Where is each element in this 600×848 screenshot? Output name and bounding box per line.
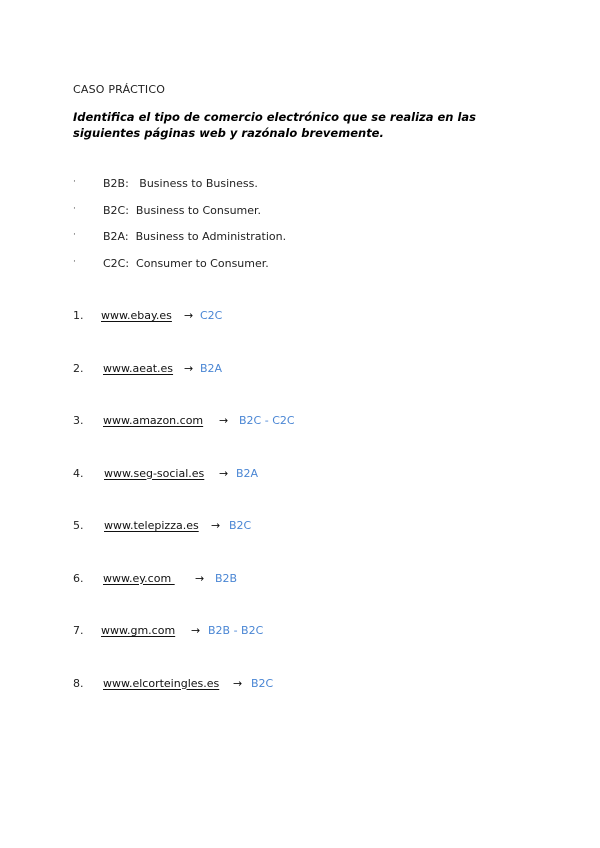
arrow-icon: → [191,624,201,637]
answer-item [73,467,533,520]
answer-number: 8. [73,676,84,690]
answer-url-link[interactable]: www.elcorteingles.es [103,676,220,690]
answer-type: B2B [215,571,238,585]
definitions-list [73,177,493,283]
arrow-icon: → [233,676,243,690]
bullet-icon: · [73,177,76,187]
case-title: CASO PRÁCTICO [73,83,166,96]
definition-item [73,230,493,257]
answer-url-link[interactable]: www.amazon.com [103,414,204,427]
answer-number: 4. [73,466,84,480]
definition-text: B2B: Business to Business. [103,177,258,190]
definition-item [73,257,493,284]
bullet-icon: · [73,230,76,240]
answer-number: 3. [73,414,84,427]
answer-type: B2A [236,466,259,480]
answer-item [73,677,533,730]
bullet-icon: · [73,256,76,267]
answer-number: 2. [73,361,84,375]
arrow-icon: → [184,361,194,375]
answer-item [73,309,533,362]
answer-item [73,624,533,677]
answer-item [73,414,533,467]
answer-item [73,362,533,415]
answer-type: B2B - B2C [208,624,264,637]
answer-type: B2C [229,519,252,532]
arrow-icon: → [195,571,205,585]
bullet-icon: · [73,203,76,214]
answers-list [73,309,533,729]
answer-type: C2C [200,309,223,322]
answer-url-link[interactable]: www.ey.com [103,571,175,585]
definition-text: B2A: Business to Administration. [103,230,287,243]
arrow-icon: → [211,519,221,532]
answer-item [73,519,533,572]
definition-text: C2C: Consumer to Consumer. [103,256,269,270]
answer-number: 7. [73,624,84,637]
instructions-text: Identifica el tipo de comercio electrónico que se realiza en las siguientes páginas web y razónalo brevemente. [73,110,477,140]
definition-item [73,177,493,204]
answer-number: 1. [73,309,84,322]
definition-item [73,204,493,231]
arrow-icon: → [219,466,229,480]
answer-url-link[interactable]: www.aeat.es [103,361,174,375]
answer-item [73,572,533,625]
answer-type: B2C [251,676,274,690]
answer-url-link[interactable]: www.ebay.es [101,309,172,322]
answer-number: 6. [73,571,84,585]
answer-url-link[interactable]: www.seg-social.es [104,466,205,480]
answer-url-link[interactable]: www.gm.com [101,624,176,637]
answer-type: B2A [200,361,223,375]
answer-url-link[interactable]: www.telepizza.es [104,519,199,532]
answer-type: B2C - C2C [239,414,295,427]
definition-text: B2C: Business to Consumer. [103,203,262,217]
arrow-icon: → [219,414,229,427]
arrow-icon: → [184,309,194,322]
answer-number: 5. [73,519,84,532]
